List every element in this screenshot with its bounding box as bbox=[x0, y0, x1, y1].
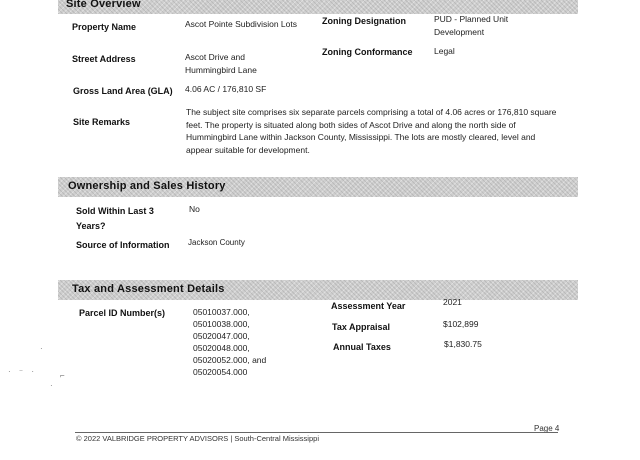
tax-header bbox=[58, 280, 578, 300]
sold-within-label: Sold Within Last 3 Years? bbox=[76, 206, 154, 231]
ownership-header bbox=[58, 177, 578, 197]
footer-copyright: © 2022 VALBRIDGE PROPERTY ADVISORS | South-Central Mississippi bbox=[76, 434, 319, 443]
zoning-designation-label: Zoning Designation bbox=[322, 16, 406, 26]
source-value: Jackson County bbox=[188, 238, 245, 247]
parcel-id-list bbox=[193, 306, 266, 378]
street-address-value: Ascot Drive and Hummingbird Lane bbox=[185, 52, 257, 75]
assessment-year-value: 2021 bbox=[443, 297, 462, 307]
scan-speck: · ⁻ · bbox=[8, 367, 37, 376]
parcel-id: 05020052.000, and bbox=[193, 355, 267, 365]
scan-speck: · bbox=[50, 381, 53, 390]
parcel-id: 05010038.000, bbox=[193, 319, 250, 329]
gla-value: 4.06 AC / 176,810 SF bbox=[185, 84, 267, 94]
parcel-id: 05020048.000, bbox=[193, 343, 250, 353]
zoning-conformance-value: Legal bbox=[434, 46, 455, 56]
tax-appraisal-value: $102,899 bbox=[443, 319, 479, 329]
parcel-id-label: Parcel ID Number(s) bbox=[79, 308, 166, 318]
property-name-value: Ascot Pointe Subdivision Lots bbox=[185, 19, 297, 29]
zoning-conformance-label: Zoning Conformance bbox=[322, 47, 413, 57]
parcel-id: 05020047.000, bbox=[193, 331, 250, 341]
ownership-title: Ownership and Sales History bbox=[68, 180, 226, 192]
property-name-label: Property Name bbox=[72, 22, 137, 32]
site-remarks-label: Site Remarks bbox=[73, 117, 131, 127]
tax-title: Tax and Assessment Details bbox=[72, 283, 225, 295]
annual-taxes-label: Annual Taxes bbox=[333, 342, 391, 352]
assessment-year-label: Assessment Year bbox=[331, 301, 406, 311]
footer-divider bbox=[75, 432, 558, 433]
tax-appraisal-label: Tax Appraisal bbox=[332, 322, 391, 332]
gla-label: Gross Land Area (GLA) bbox=[73, 86, 173, 96]
site-overview-header bbox=[58, 0, 578, 14]
annual-taxes-value: $1,830.75 bbox=[444, 339, 482, 349]
parcel-id: 05010037.000, bbox=[193, 307, 250, 317]
parcel-id: 05020054.000 bbox=[193, 367, 248, 377]
scan-speck: ⌐ bbox=[60, 371, 65, 380]
source-label: Source of Information bbox=[76, 240, 170, 250]
sold-within-value: No bbox=[189, 204, 200, 214]
page-number: Page 4 bbox=[534, 424, 560, 433]
street-address-label: Street Address bbox=[72, 54, 136, 64]
scan-speck: · bbox=[40, 344, 43, 353]
zoning-designation-value: PUD - Planned Unit Development bbox=[434, 14, 509, 37]
site-remarks-value: The subject site comprises six separate parcels comprising a total of 4.06 acres or 176,810 square feet. The property is situated along both sides of Ascot Drive and along the north side of Hummingbird Lane within Jackson County, Mississippi. The lots are mostly cleared, level and appear suitable for development. bbox=[186, 107, 557, 155]
site-overview-title: Site Overview bbox=[66, 0, 141, 10]
